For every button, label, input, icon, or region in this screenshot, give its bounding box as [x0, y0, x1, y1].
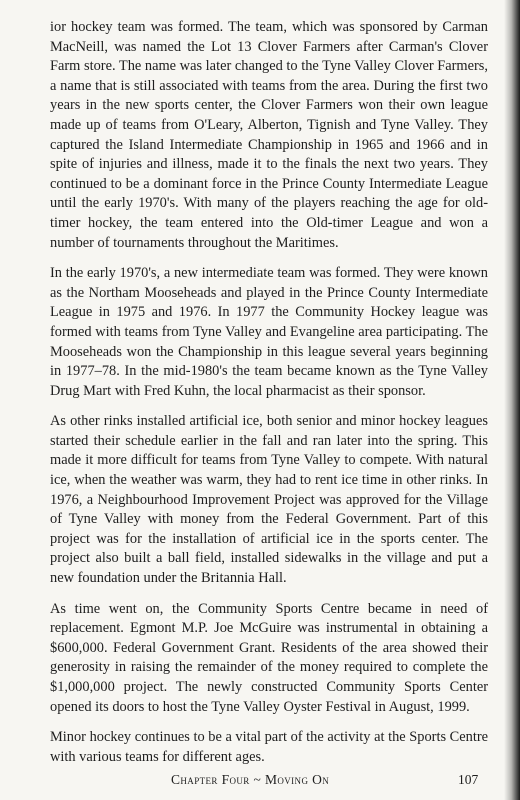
paragraph-mooseheads: In the early 1970's, a new intermediate team was formed. They were known as the Northam Mooseheads and played in the Prince County Intermediate League in 1975 and 1976. In 1977 the Community Hockey league was formed with teams from Tyne Valley and Evangeline area participating. The Mooseheads won the Championship in this league several years beginning in 1977–78. In the mid-1980's the team became known as the Tyne Valley Drug Mart with Fred Kuhn, the local pharmacist as their sponsor. [50, 265, 488, 399]
page-number: 107 [458, 772, 479, 787]
page-footer [0, 772, 520, 792]
book-spine-shadow [504, 0, 520, 800]
paragraph-minor-hockey: Minor hockey continues to be a vital part of the activity at the Sports Centre with various teams for different ages. [50, 729, 489, 765]
paragraph-clover-farmers: ior hockey team was formed. The team, which was sponsored by Carman MacNeill, was named the Lot 13 Clover Farmers after Carman's Clover Farm store. The name was later changed to the Tyne Valley Clover Farmers, a name that is still associated with teams from the area. During the first two years in the new sports center, the Clover Farmers won their own league made up of teams from O'Leary, Alberton, Tignish and Tyne Valley. They captured the Island Intermediate Championship in 1965 and 1966 and in spite of injuries and illness, made it to the finals the next two years. They continued to be a dominant force in the Prince County Intermediate League until the early 1970's. With many of the players reaching the age for old-timer hockey, the team entered into the Old-timer League and won a number of tournaments throughout the Maritimes. [50, 19, 488, 251]
chapter-title: Chapter Four ~ Moving On [171, 772, 330, 787]
paragraph-artificial-ice: As other rinks installed artificial ice, both senior and minor hockey leagues started their schedule earlier in the fall and ran later into the spring. This made it more difficult for teams from Tyne Valley to compete. With natural ice, when the weather was warm, they had to rent ice time in other rinks. In 1976, a Neighbourhood Improvement Project was approved for the Village of Tyne Valley with money from the Federal Government. Part of this project was for the installation of artificial ice in the sports center. The project also built a ball field, installed sidewalks in the village and put a new foundation under the Britannia Hall. [50, 413, 488, 587]
body-text [50, 18, 488, 778]
paragraph-sports-centre: As time went on, the Community Sports Centre became in need of replacement. Egmont M.P. Joe McGuire was instrumental in obtaining a $600,000. Federal Government Grant. Residents of the area showed their generosity in raising the remainder of the money required to complete the $1,000,000 project. The newly constructed Community Sports Center opened its doors to host the Tyne Valley Oyster Festival in August, 1999. [50, 600, 488, 715]
